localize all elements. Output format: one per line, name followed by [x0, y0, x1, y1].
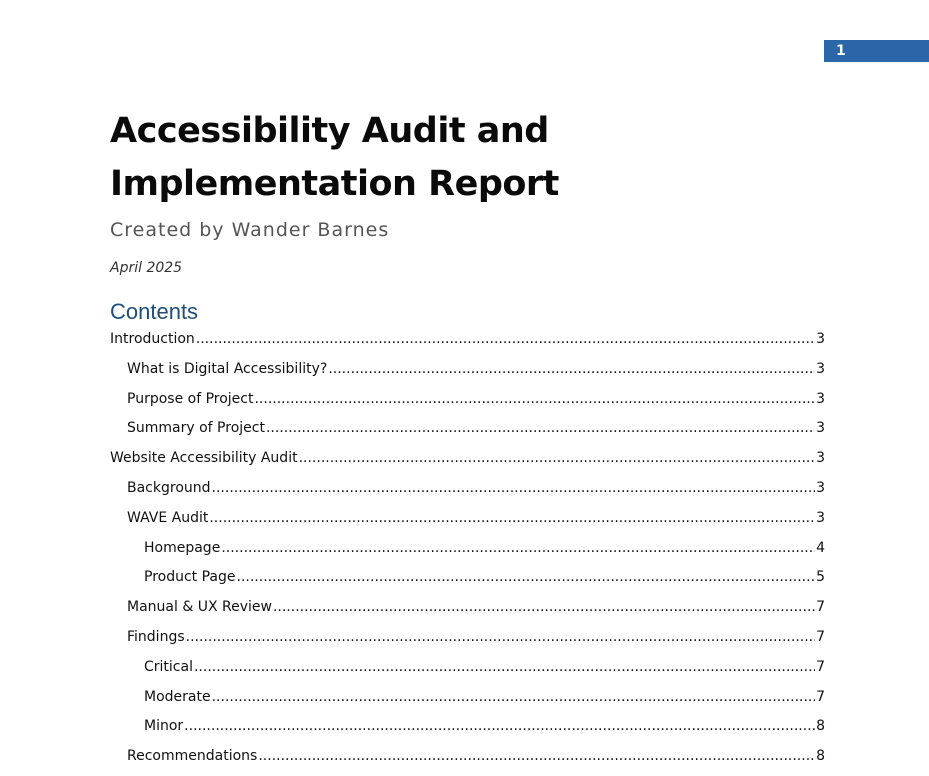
toc-entry-page: 3 — [816, 331, 825, 347]
toc-dot-leader — [237, 563, 816, 593]
toc-entry-label: Critical — [144, 658, 193, 675]
toc-entry-page: 8 — [816, 718, 825, 735]
toc-entry-label: What is Digital Accessibility? — [127, 360, 328, 377]
toc-entry-page: 7 — [816, 658, 825, 675]
toc-heading: Contents — [110, 299, 199, 324]
toc-dot-leader — [196, 325, 815, 355]
toc-dot-leader — [273, 593, 815, 623]
toc-entry-label: Website Accessibility Audit — [110, 450, 298, 467]
toc-entry-label: Summary of Project — [127, 420, 265, 437]
page-number: 1 — [836, 43, 846, 59]
toc-dot-leader — [266, 414, 815, 444]
toc-entry-minor[interactable] — [110, 712, 825, 742]
toc-dot-leader — [186, 623, 815, 653]
toc-entry-page: 5 — [816, 569, 825, 586]
toc-entry-summary-of-project[interactable] — [110, 414, 825, 444]
toc-entry-website-accessibility-audit[interactable] — [110, 444, 825, 474]
toc-entry-page: 3 — [816, 509, 825, 526]
toc-entry-introduction[interactable] — [110, 325, 825, 355]
toc-entry-product-page[interactable] — [110, 563, 825, 593]
page-number-badge — [824, 40, 929, 62]
toc-dot-leader — [209, 504, 815, 534]
toc-dot-leader — [212, 683, 815, 713]
toc-dot-leader — [328, 355, 815, 385]
document-date: April 2025 — [110, 260, 183, 276]
toc-dot-leader — [184, 712, 815, 742]
toc-entry-background[interactable] — [110, 474, 825, 504]
toc-entry-page: 7 — [816, 628, 825, 645]
toc-entry-homepage[interactable] — [110, 534, 825, 564]
toc-entry-page: 3 — [816, 420, 825, 437]
toc-entry-page: 3 — [816, 390, 825, 407]
toc-dot-leader — [221, 534, 815, 564]
toc-entry-label: Recommendations — [127, 748, 258, 765]
toc-entry-what-is-digital-accessibility[interactable] — [110, 355, 825, 385]
toc-entry-purpose-of-project[interactable] — [110, 385, 825, 415]
toc-entry-label: Purpose of Project — [127, 390, 254, 407]
toc-dot-leader — [299, 444, 816, 474]
toc-entry-page: 3 — [816, 479, 825, 496]
toc-dot-leader — [258, 742, 815, 772]
document-subtitle: Created by Wander Barnes — [110, 219, 390, 241]
toc-dot-leader — [254, 385, 815, 415]
toc-entry-page: 4 — [816, 539, 825, 556]
toc-dot-leader — [194, 653, 815, 683]
toc-entry-label: Findings — [127, 628, 185, 645]
toc-entry-label: Background — [127, 479, 211, 496]
toc-entry-page: 7 — [816, 688, 825, 705]
toc-entry-label: WAVE Audit — [127, 509, 209, 526]
toc-entry-label: Minor — [144, 718, 184, 735]
toc-entry-findings[interactable] — [110, 623, 825, 653]
toc-entry-label: Homepage — [144, 539, 221, 556]
table-of-contents — [110, 325, 825, 772]
toc-entry-moderate[interactable] — [110, 683, 825, 713]
toc-entry-page: 7 — [816, 599, 825, 616]
toc-entry-page: 3 — [816, 360, 825, 377]
toc-entry-label: Moderate — [144, 688, 211, 705]
toc-entry-critical[interactable] — [110, 653, 825, 683]
toc-entry-page: 8 — [816, 748, 825, 765]
toc-entry-page: 3 — [816, 450, 825, 467]
toc-entry-label: Manual & UX Review — [127, 599, 272, 616]
document-title: Accessibility Audit and Implementation Report — [110, 111, 559, 204]
toc-entry-label: Product Page — [144, 569, 236, 586]
toc-dot-leader — [212, 474, 816, 504]
toc-entry-recommendations[interactable] — [110, 742, 825, 772]
toc-entry-manual-ux-review[interactable] — [110, 593, 825, 623]
toc-entry-wave-audit[interactable] — [110, 504, 825, 534]
toc-entry-label: Introduction — [110, 331, 195, 347]
